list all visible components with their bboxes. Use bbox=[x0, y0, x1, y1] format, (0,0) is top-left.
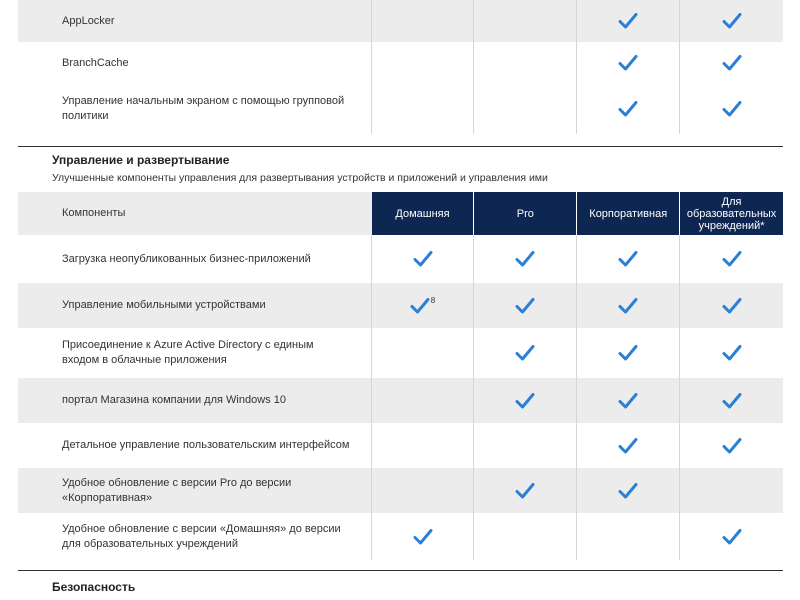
component-label: Присоединение к Azure Active Directory с единым входом в облачные приложения bbox=[18, 328, 372, 378]
education-cell bbox=[680, 84, 783, 134]
header-home: Домашняя bbox=[372, 192, 475, 235]
checkmark-icon bbox=[722, 100, 742, 118]
home-cell bbox=[372, 0, 475, 42]
pro-cell bbox=[474, 423, 577, 468]
checkmark-icon bbox=[413, 528, 433, 546]
pro-cell bbox=[474, 328, 577, 378]
home-cell bbox=[372, 378, 475, 423]
education-cell bbox=[680, 328, 783, 378]
table-row bbox=[18, 468, 783, 513]
footnote-marker: 8 bbox=[430, 296, 436, 305]
checkmark-icon bbox=[515, 250, 535, 268]
enterprise-cell bbox=[577, 84, 680, 134]
checkmark-icon bbox=[618, 100, 638, 118]
component-label: Детальное управление пользовательским интерфейсом bbox=[18, 423, 372, 468]
component-label: Загрузка неопубликованных бизнес-приложений bbox=[18, 235, 372, 283]
education-cell bbox=[680, 283, 783, 328]
section-divider bbox=[18, 146, 783, 147]
component-label: Удобное обновление с версии Pro до версии «Корпоративная» bbox=[18, 468, 372, 513]
checkmark-icon bbox=[515, 344, 535, 362]
enterprise-cell bbox=[577, 468, 680, 513]
enterprise-cell bbox=[577, 235, 680, 283]
table-row bbox=[18, 378, 783, 423]
enterprise-cell bbox=[577, 513, 680, 560]
pro-cell bbox=[474, 0, 577, 42]
header-components: Компоненты bbox=[62, 207, 126, 219]
top-comparison-table bbox=[18, 0, 783, 134]
enterprise-cell bbox=[577, 328, 680, 378]
enterprise-cell bbox=[577, 0, 680, 42]
enterprise-cell bbox=[577, 423, 680, 468]
checkmark-icon bbox=[722, 528, 742, 546]
section-title: Управление и развертывание bbox=[52, 153, 230, 167]
table-row bbox=[18, 328, 783, 378]
home-cell bbox=[372, 423, 475, 468]
checkmark-icon bbox=[618, 54, 638, 72]
pro-cell bbox=[474, 283, 577, 328]
table-row bbox=[18, 0, 783, 42]
home-cell bbox=[372, 468, 475, 513]
table-row bbox=[18, 84, 783, 134]
pro-cell bbox=[474, 42, 577, 84]
checkmark-icon bbox=[618, 482, 638, 500]
table-row bbox=[18, 423, 783, 468]
checkmark-icon bbox=[413, 250, 433, 268]
component-label: BranchCache bbox=[18, 42, 372, 84]
table-row bbox=[18, 235, 783, 283]
checkmark-icon bbox=[722, 12, 742, 30]
table-row bbox=[18, 283, 783, 328]
enterprise-cell bbox=[577, 42, 680, 84]
checkmark-icon bbox=[618, 392, 638, 410]
component-label: Управление начальным экраном с помощью групповой политики bbox=[18, 84, 372, 134]
education-cell bbox=[680, 423, 783, 468]
education-cell bbox=[680, 0, 783, 42]
education-cell bbox=[680, 468, 783, 513]
section-description: Улучшенные компоненты управления для развертывания устройств и приложений и управления ими bbox=[52, 172, 548, 184]
component-label: портал Магазина компании для Windows 10 bbox=[18, 378, 372, 423]
enterprise-cell bbox=[577, 378, 680, 423]
checkmark-icon bbox=[722, 437, 742, 455]
home-cell bbox=[372, 235, 475, 283]
checkmark-icon bbox=[410, 297, 430, 315]
section-title: Безопасность bbox=[52, 580, 136, 594]
component-label: AppLocker bbox=[18, 0, 372, 42]
table-header-row bbox=[18, 192, 783, 235]
pro-cell bbox=[474, 513, 577, 560]
checkmark-icon bbox=[515, 482, 535, 500]
checkmark-icon bbox=[722, 297, 742, 315]
pro-cell bbox=[474, 378, 577, 423]
enterprise-cell bbox=[577, 283, 680, 328]
management-comparison-table bbox=[18, 192, 783, 560]
checkmark-icon bbox=[515, 392, 535, 410]
checkmark-icon bbox=[515, 297, 535, 315]
checkmark-icon bbox=[722, 250, 742, 268]
header-enterprise: Корпоративная bbox=[577, 192, 680, 235]
education-cell bbox=[680, 42, 783, 84]
home-cell bbox=[372, 513, 475, 560]
home-cell bbox=[372, 42, 475, 84]
table-row bbox=[18, 42, 783, 84]
pro-cell bbox=[474, 84, 577, 134]
home-cell bbox=[372, 328, 475, 378]
pro-cell bbox=[474, 468, 577, 513]
checkmark-icon bbox=[722, 344, 742, 362]
checkmark-icon bbox=[618, 344, 638, 362]
checkmark-icon bbox=[618, 297, 638, 315]
checkmark-icon bbox=[722, 54, 742, 72]
education-cell bbox=[680, 235, 783, 283]
home-cell bbox=[372, 283, 475, 328]
education-cell bbox=[680, 378, 783, 423]
pro-cell bbox=[474, 235, 577, 283]
component-label: Удобное обновление с версии «Домашняя» до версии для образовательных учреждений bbox=[18, 513, 372, 560]
header-education: Для образовательных учреждений* bbox=[680, 192, 783, 235]
checkmark-icon bbox=[722, 392, 742, 410]
header-pro: Pro bbox=[474, 192, 577, 235]
component-label: Управление мобильными устройствами bbox=[18, 283, 372, 328]
checkmark-icon bbox=[618, 437, 638, 455]
home-cell bbox=[372, 84, 475, 134]
section-divider bbox=[18, 570, 783, 571]
checkmark-icon bbox=[618, 12, 638, 30]
table-row bbox=[18, 513, 783, 560]
checkmark-icon bbox=[618, 250, 638, 268]
education-cell bbox=[680, 513, 783, 560]
